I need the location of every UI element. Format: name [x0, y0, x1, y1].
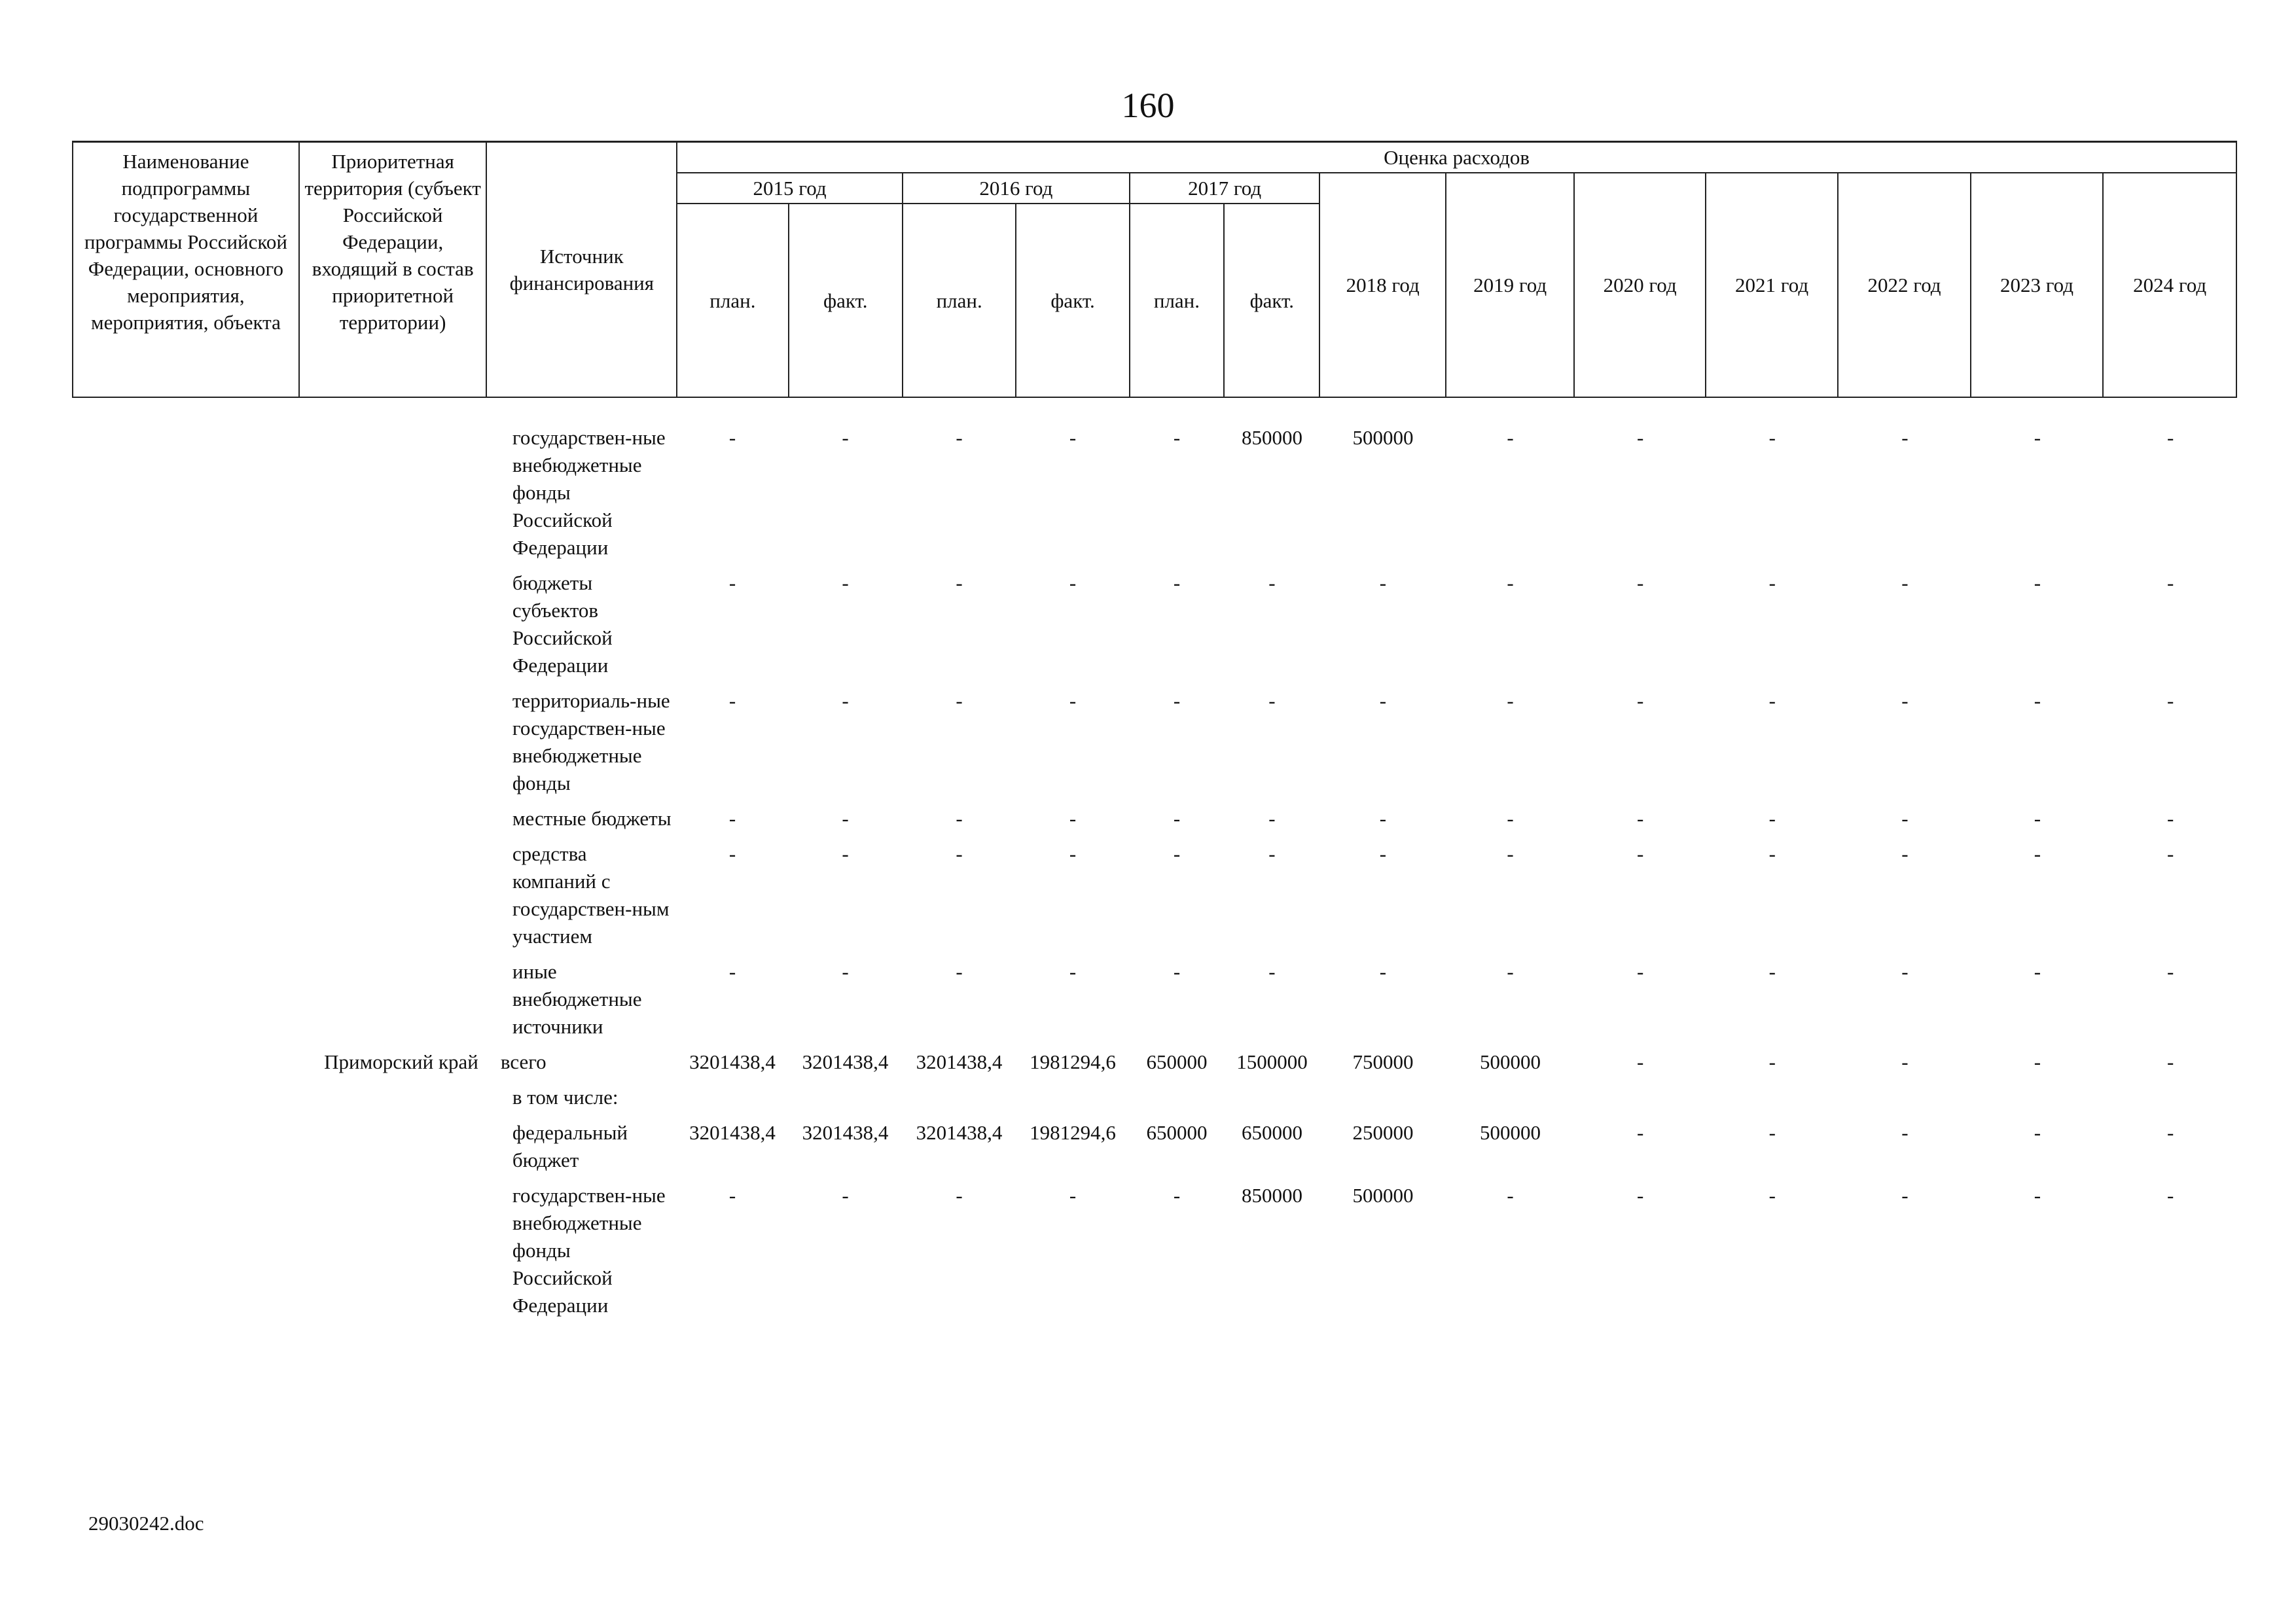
table-row — [72, 840, 2237, 950]
territory-cell — [298, 687, 486, 797]
value-cell: - — [842, 426, 849, 449]
value-cell: - — [1069, 1184, 1077, 1207]
value-cell: - — [728, 807, 736, 830]
document-filename: 29030242.doc — [88, 1512, 204, 1535]
territory-cell — [298, 569, 486, 679]
source-cell: местные бюджеты — [512, 807, 672, 830]
table-row — [72, 1048, 2237, 1076]
program-name-cell — [72, 569, 298, 679]
header-territory: Приоритетная территория (субъект Российской Федерации, входящий в состав приоритетной территории) — [299, 142, 487, 398]
header-year-2021: 2021 год — [1706, 173, 1838, 397]
territory-cell: Приморский край — [324, 1050, 478, 1073]
value-cell — [1320, 1084, 1446, 1111]
header-fact-2015: факт. — [789, 204, 903, 397]
value-cell: 1981294,6 — [1030, 1121, 1116, 1144]
value-cell: - — [842, 571, 849, 594]
source-cell: федеральный бюджет — [512, 1121, 628, 1171]
value-cell — [1706, 1084, 1839, 1111]
value-cell: - — [1507, 1184, 1514, 1207]
value-cell: - — [1268, 842, 1276, 865]
row-spacer — [72, 1076, 2237, 1084]
source-cell: средства компаний с государствен-ным участием — [512, 842, 670, 948]
value-cell — [1839, 1084, 1971, 1111]
value-cell: - — [1069, 689, 1077, 712]
source-cell: всего — [500, 1050, 547, 1073]
value-cell: 1981294,6 — [1030, 1050, 1116, 1073]
value-cell: - — [1636, 571, 1644, 594]
table-row — [72, 1119, 2237, 1174]
territory-cell — [298, 840, 486, 950]
value-cell: - — [1636, 842, 1644, 865]
value-cell: - — [728, 426, 736, 449]
value-cell: 3201438,4 — [802, 1050, 889, 1073]
value-cell: - — [1069, 842, 1077, 865]
value-cell — [788, 1084, 903, 1111]
value-cell: - — [1069, 807, 1077, 830]
program-name-cell — [72, 840, 298, 950]
value-cell: - — [1768, 1050, 1776, 1073]
value-cell: - — [728, 842, 736, 865]
value-cell: 3201438,4 — [802, 1121, 889, 1144]
value-cell: - — [728, 689, 736, 712]
source-cell: государствен-ные внебюджетные фонды Российской Федерации — [512, 1184, 666, 1317]
value-cell: 250000 — [1352, 1121, 1414, 1144]
value-cell: - — [1268, 571, 1276, 594]
header-plan-2017: план. — [1130, 204, 1224, 397]
value-cell: - — [1768, 571, 1776, 594]
value-cell: - — [2166, 1184, 2174, 1207]
value-cell: - — [2034, 426, 2041, 449]
value-cell: - — [1507, 689, 1514, 712]
value-cell: - — [1901, 807, 1909, 830]
value-cell: - — [1636, 960, 1644, 983]
value-cell: 750000 — [1352, 1050, 1414, 1073]
value-cell: 650000 — [1241, 1121, 1302, 1144]
value-cell: - — [728, 571, 736, 594]
table-row — [72, 424, 2237, 562]
table-row — [72, 958, 2237, 1041]
value-cell: 500000 — [1352, 1184, 1414, 1207]
value-cell: - — [1636, 689, 1644, 712]
value-cell: - — [1379, 807, 1387, 830]
value-cell: 650000 — [1146, 1121, 1208, 1144]
header-year-2015: 2015 год — [677, 173, 903, 204]
value-cell: - — [1173, 960, 1181, 983]
value-cell: - — [2166, 842, 2174, 865]
value-cell: - — [956, 426, 963, 449]
row-spacer — [72, 1319, 2237, 1327]
value-cell: - — [2166, 426, 2174, 449]
program-name-cell — [72, 1084, 298, 1111]
value-cell: - — [1901, 1121, 1909, 1144]
header-year-2023: 2023 год — [1971, 173, 2103, 397]
program-name-cell — [72, 1048, 298, 1076]
value-cell: - — [1507, 571, 1514, 594]
value-cell: - — [1507, 426, 1514, 449]
territory-cell — [298, 424, 486, 562]
value-cell: - — [1768, 960, 1776, 983]
value-cell: - — [1768, 689, 1776, 712]
value-cell: - — [2166, 689, 2174, 712]
value-cell: - — [1173, 807, 1181, 830]
value-cell: - — [1379, 842, 1387, 865]
value-cell: 500000 — [1352, 426, 1414, 449]
value-cell: - — [2034, 960, 2041, 983]
territory-cell — [298, 1084, 486, 1111]
value-cell: - — [1768, 1121, 1776, 1144]
program-name-cell — [72, 1182, 298, 1319]
page-number: 160 — [1121, 86, 1175, 125]
value-cell: - — [1268, 960, 1276, 983]
value-cell: - — [1768, 1184, 1776, 1207]
value-cell — [1971, 1084, 2104, 1111]
value-cell: - — [842, 1184, 849, 1207]
value-cell: - — [1901, 960, 1909, 983]
table-body — [72, 424, 2237, 1327]
program-name-cell — [72, 687, 298, 797]
value-cell: - — [956, 1184, 963, 1207]
header-year-2017: 2017 год — [1130, 173, 1320, 204]
table-row — [72, 1182, 2237, 1319]
value-cell: - — [956, 842, 963, 865]
header-plan-2016: план. — [903, 204, 1016, 397]
value-cell: 850000 — [1241, 426, 1302, 449]
value-cell: - — [1768, 426, 1776, 449]
value-cell: - — [1507, 842, 1514, 865]
value-cell: - — [1379, 689, 1387, 712]
value-cell — [677, 1084, 789, 1111]
value-cell: - — [1069, 426, 1077, 449]
value-cell: - — [1268, 807, 1276, 830]
value-cell: - — [956, 689, 963, 712]
value-cell: - — [1173, 689, 1181, 712]
value-cell: - — [1636, 1184, 1644, 1207]
value-cell: - — [1768, 842, 1776, 865]
value-cell: - — [956, 807, 963, 830]
value-cell: - — [1507, 807, 1514, 830]
value-cell: - — [842, 807, 849, 830]
row-spacer — [72, 832, 2237, 840]
value-cell: - — [2034, 1050, 2041, 1073]
source-cell: в том числе: — [512, 1086, 619, 1109]
value-cell — [1224, 1084, 1319, 1111]
value-cell: 500000 — [1480, 1121, 1541, 1144]
header-year-2019: 2019 год — [1446, 173, 1574, 397]
value-cell: - — [1636, 1050, 1644, 1073]
header-plan-2015: план. — [677, 204, 788, 397]
header-year-2016: 2016 год — [903, 173, 1130, 204]
row-spacer — [72, 1111, 2237, 1119]
value-cell: - — [1901, 1184, 1909, 1207]
value-cell: - — [728, 1184, 736, 1207]
header-year-2020: 2020 год — [1574, 173, 1705, 397]
row-spacer — [72, 679, 2237, 687]
value-cell: - — [2034, 1121, 2041, 1144]
value-cell: - — [728, 960, 736, 983]
value-cell: - — [2034, 1184, 2041, 1207]
value-cell: - — [2166, 807, 2174, 830]
value-cell: - — [1901, 571, 1909, 594]
value-cell: - — [2166, 960, 2174, 983]
value-cell: - — [2034, 807, 2041, 830]
value-cell: - — [2034, 689, 2041, 712]
row-spacer — [72, 797, 2237, 805]
program-name-cell — [72, 805, 298, 832]
value-cell: - — [1901, 842, 1909, 865]
value-cell: - — [2034, 842, 2041, 865]
territory-cell — [298, 958, 486, 1041]
value-cell: - — [1173, 1184, 1181, 1207]
value-cell: - — [2166, 1050, 2174, 1073]
value-cell: 3201438,4 — [689, 1050, 776, 1073]
value-cell: - — [1173, 842, 1181, 865]
value-cell: - — [1507, 960, 1514, 983]
value-cell: - — [1069, 571, 1077, 594]
value-cell — [1130, 1084, 1224, 1111]
territory-cell — [298, 805, 486, 832]
value-cell — [1575, 1084, 1706, 1111]
value-cell — [903, 1084, 1016, 1111]
source-cell: иные внебюджетные источники — [512, 960, 642, 1038]
row-spacer — [72, 950, 2237, 958]
territory-cell — [298, 1119, 486, 1174]
value-cell: - — [842, 689, 849, 712]
value-cell: - — [1173, 426, 1181, 449]
program-name-cell — [72, 1119, 298, 1174]
table-row — [72, 805, 2237, 832]
value-cell: - — [842, 842, 849, 865]
value-cell: 850000 — [1241, 1184, 1302, 1207]
value-cell: 3201438,4 — [916, 1050, 1003, 1073]
row-spacer — [72, 1174, 2237, 1182]
value-cell: 3201438,4 — [689, 1121, 776, 1144]
value-cell: - — [1901, 689, 1909, 712]
value-cell: - — [1901, 426, 1909, 449]
value-cell: - — [1901, 1050, 1909, 1073]
table-row — [72, 569, 2237, 679]
header-year-2018: 2018 год — [1319, 173, 1445, 397]
row-spacer — [72, 562, 2237, 569]
value-cell: - — [2166, 1121, 2174, 1144]
value-cell: - — [1268, 689, 1276, 712]
header-source: Источник финансирования — [486, 142, 677, 398]
value-cell: - — [1636, 807, 1644, 830]
table-header — [72, 141, 2237, 398]
source-cell: бюджеты субъектов Российской Федерации — [512, 571, 613, 677]
value-cell: - — [1069, 960, 1077, 983]
value-cell: - — [1636, 426, 1644, 449]
header-expense-estimate: Оценка расходов — [677, 142, 2236, 173]
value-cell: 1500000 — [1236, 1050, 1308, 1073]
value-cell: - — [1768, 807, 1776, 830]
value-cell: - — [1379, 960, 1387, 983]
row-spacer — [72, 1041, 2237, 1048]
value-cell — [2104, 1084, 2237, 1111]
program-name-cell — [72, 958, 298, 1041]
value-cell: - — [1379, 571, 1387, 594]
value-cell: - — [1173, 571, 1181, 594]
header-fact-2016: факт. — [1016, 204, 1129, 397]
header-year-2024: 2024 год — [2103, 173, 2236, 397]
value-cell: 650000 — [1146, 1050, 1208, 1073]
header-year-2022: 2022 год — [1838, 173, 1970, 397]
value-cell: - — [956, 571, 963, 594]
program-name-cell — [72, 424, 298, 562]
value-cell: - — [1636, 1121, 1644, 1144]
table-row — [72, 1084, 2237, 1111]
value-cell: - — [842, 960, 849, 983]
source-cell: государствен-ные внебюджетные фонды Российской Федерации — [512, 426, 666, 559]
header-fact-2017: факт. — [1224, 204, 1319, 397]
value-cell — [1446, 1084, 1575, 1111]
value-cell — [1016, 1084, 1130, 1111]
budget-table — [72, 141, 2237, 1327]
table-row — [72, 687, 2237, 797]
source-cell: территориаль-ные государствен-ные внебюджетные фонды — [512, 689, 670, 794]
value-cell: - — [956, 960, 963, 983]
header-program-name: Наименование подпрограммы государственной программы Российской Федерации, основного мероприятия, мероприятия, объекта — [73, 142, 299, 398]
value-cell: - — [2166, 571, 2174, 594]
value-cell: 3201438,4 — [916, 1121, 1003, 1144]
value-cell: - — [2034, 571, 2041, 594]
value-cell: 500000 — [1480, 1050, 1541, 1073]
territory-cell — [298, 1182, 486, 1319]
